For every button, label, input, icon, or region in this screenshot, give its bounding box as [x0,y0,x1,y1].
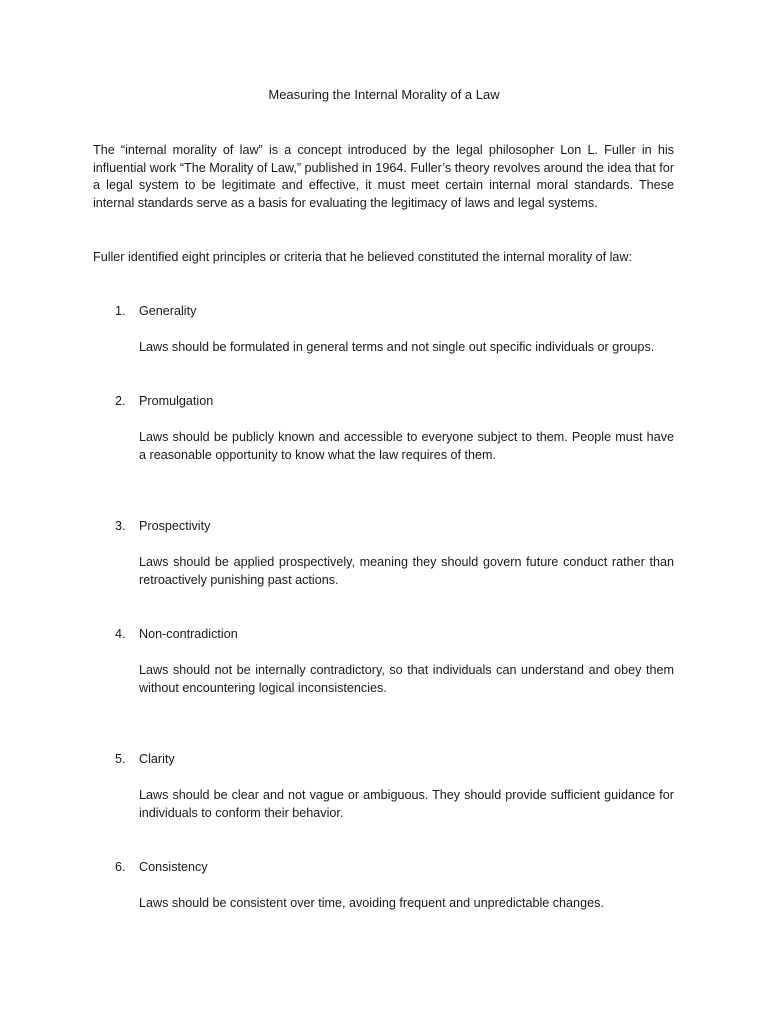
item-number: 6. [115,860,126,874]
item-description: Laws should be applied prospectively, meaning they should govern future conduct rather than retroactively punishing past actions. [139,555,674,587]
item-number: 4. [115,627,126,641]
item-description: Laws should be consistent over time, avoiding frequent and unpredictable changes. [139,896,604,910]
item-description: Laws should be formulated in general terms and not single out specific individuals or groups. [139,340,655,354]
document-title: Measuring the Internal Morality of a Law [268,87,500,102]
lead-paragraph: Fuller identified eight principles or criteria that he believed constituted the internal morality of law: [93,250,633,264]
item-heading: Clarity [139,752,175,766]
item-heading: Prospectivity [139,519,211,533]
item-heading: Promulgation [139,394,214,408]
item-description: Laws should be clear and not vague or ambiguous. They should provide sufficient guidance for individuals to conform their behavior. [139,788,674,820]
item-number: 1. [115,304,126,318]
intro-paragraph: The “internal morality of law” is a concept introduced by the legal philosopher Lon L. Fuller in his influential work “The Morality of Law,” published in 1964. Fuller’s theory revolves around the idea that for a legal system to be legitimate and effective, it must meet certain internal moral standards. These internal standards serve as a basis for evaluating the legitimacy of laws and legal systems. [93,143,674,210]
item-number: 2. [115,394,126,408]
item-heading: Generality [139,304,197,318]
item-description: Laws should not be internally contradictory, so that individuals can understand and obey them without encountering logical inconsistencies. [139,663,674,695]
item-heading: Non-contradiction [139,627,238,641]
item-number: 3. [115,519,126,533]
item-description: Laws should be publicly known and accessible to everyone subject to them. People must have a reasonable opportunity to know what the law requires of them. [139,430,674,462]
item-heading: Consistency [139,860,208,874]
item-number: 5. [115,752,126,766]
